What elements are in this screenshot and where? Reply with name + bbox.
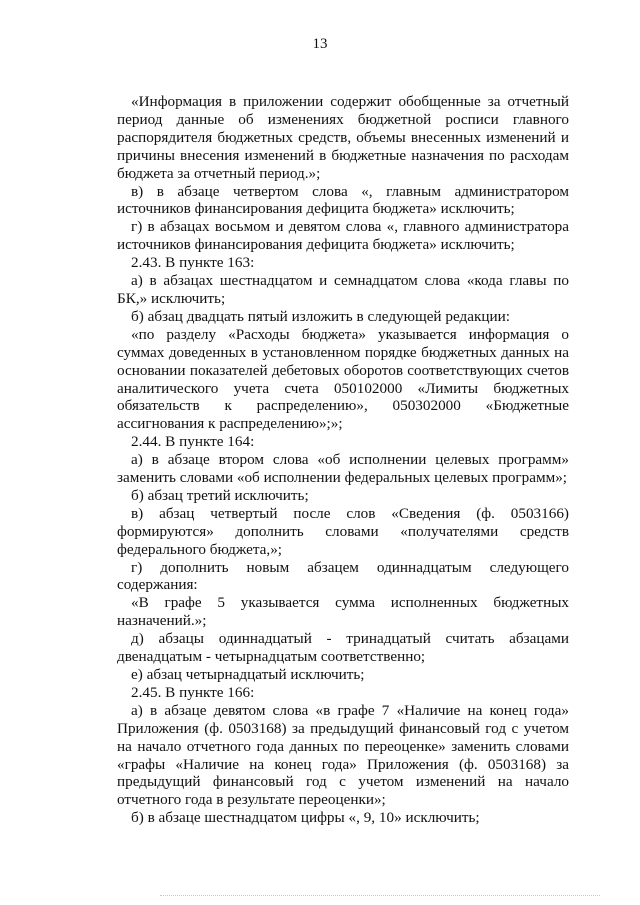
paragraph-13: «В графе 5 указывается сумма исполненных бюджетных назначений.»; bbox=[117, 594, 569, 630]
document-body bbox=[117, 93, 569, 827]
paragraph-2: в) в абзаце четвертом слова «, главным администратором источников финансирования дефицита бюджета» исключить; bbox=[117, 182, 569, 218]
paragraph-1: «Информация в приложении содержит обобщенные за отчетный период данные об изменениях бюджетной росписи главного распорядителя бюджетных средств, объемы внесенных изменений и причины внесения изменений в бюджетные назначения по расходам бюджета за отчетный период.»; bbox=[117, 93, 569, 182]
paragraph-7: «по разделу «Расходы бюджета» указывается информация о суммах доведенных в установленном порядке бюджетных данных на основании показателей дебетовых оборотов соответствующих счетов аналитического учета счета 050102000 «Лимиты бюджетных обязательств к распределению», 050302000 «Бюджетные ассигнования к распределению»;»; bbox=[117, 325, 569, 433]
page-number: 13 bbox=[312, 36, 328, 52]
paragraph-17: а) в абзаце девятом слова «в графе 7 «Наличие на конец года» Приложения (ф. 0503168) за предыдущий финансовый год с учетом на начало отчетного года данных по переоценке» заменить словами «графы «Наличие на конец года» Приложения (ф. 0503168) за предыдущий финансовый год с учетом изменений на начало отчетного года в результате переоценки»; bbox=[117, 701, 569, 809]
paragraph-11: в) абзац четвертый после слов «Сведения (ф. 0503166) формируются» дополнить словами «получателями средств федерального бюджета,»; bbox=[117, 504, 569, 558]
paragraph-8: 2.44. В пункте 164: bbox=[131, 433, 255, 451]
paragraph-9: а) в абзаце втором слова «об исполнении целевых программ» заменить словами «об исполнении федеральных целевых программ»; bbox=[117, 451, 569, 487]
paragraph-6: б) абзац двадцать пятый изложить в следующей редакции: bbox=[131, 307, 510, 325]
paragraph-12: г) дополнить новым абзацем одиннадцатым следующего содержания: bbox=[117, 558, 569, 594]
paragraph-16: 2.45. В пункте 166: bbox=[131, 683, 255, 701]
scan-artifact-line bbox=[160, 895, 600, 897]
paragraph-3: г) в абзацах восьмом и девятом слова «, главного администратора источников финансирования дефицита бюджета» исключить; bbox=[117, 218, 569, 254]
paragraph-14: д) абзацы одиннадцатый - тринадцатый считать абзацами двенадцатым - четырнадцатым соответственно; bbox=[117, 630, 569, 666]
paragraph-4: 2.43. В пункте 163: bbox=[131, 254, 255, 272]
paragraph-15: е) абзац четырнадцатый исключить; bbox=[131, 666, 365, 683]
paragraph-5: а) в абзацах шестнадцатом и семнадцатом слова «кода главы по БК,» исключить; bbox=[117, 272, 569, 307]
paragraph-18: б) в абзаце шестнадцатом цифры «, 9, 10» исключить; bbox=[131, 809, 480, 827]
paragraph-10: б) абзац третий исключить; bbox=[131, 486, 309, 504]
